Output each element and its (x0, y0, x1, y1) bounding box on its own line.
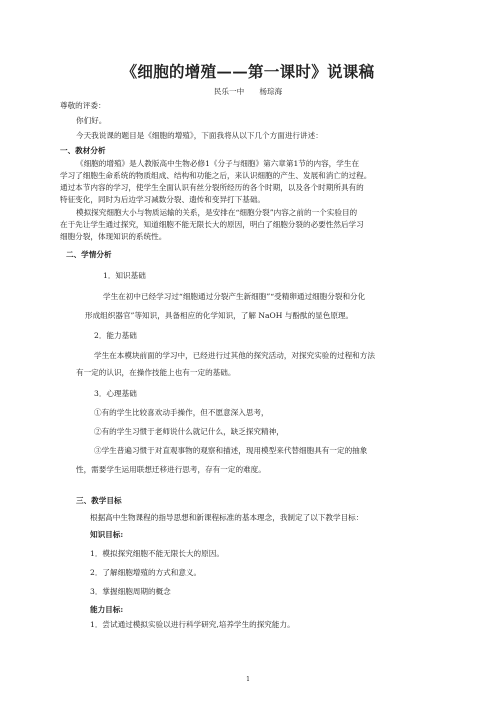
list-item-continued: 性，需要学生运用联想迁移进行思考，存有一定的难度。 (76, 465, 266, 474)
section-1-heading: 一、教材分析 (60, 146, 106, 155)
list-item: ③学生普遍习惯于对直观事物的观察和描述，现用模型来代替细胞具有一定的抽象 (94, 446, 368, 455)
list-item: ①有的学生比较喜欢动手操作，但不愿意深入思考， (94, 408, 269, 417)
paragraph-line: 细胞分裂，体现知识的系统性。 (60, 232, 167, 241)
section-2-heading: 二、学情分析 (66, 250, 112, 259)
paragraph-line: 特征变化，同时为后边学习减数分裂、遗传和变异打下基础。 (60, 195, 266, 204)
paragraph-line: 《细胞的增殖》是人教版高中生物必修1《分子与细胞》第六章第1节的内容，学生在 (76, 159, 360, 168)
hello-line: 你们好。 (76, 116, 107, 125)
paragraph-line: 根据高中生物课程的指导思想和新课程标准的基本理念，我制定了以下教学目标： (90, 513, 364, 522)
author-byline: 民乐一中 杨琮海 (213, 87, 283, 96)
paragraph-line: 有一定的认识，在操作技能上也有一定的基础。 (76, 368, 236, 377)
list-item: 1．模拟探究细胞不能无限长大的原因。 (90, 549, 224, 558)
paragraph-line: 学习了细胞生命系统的物质组成、结构和功能之后，来认识细胞的产生、发展和消亡的过程。 (60, 171, 372, 180)
paragraph-line: 在于先让学生通过探究，知道细胞不能无限长大的原因，明白了细胞分裂的必要性然后学习 (60, 220, 364, 229)
subsection-label: 2．能力基础 (94, 331, 137, 340)
page-title: 《细胞的增殖——第一课时》说课稿 (121, 62, 375, 81)
list-item: ②有的学生习惯于老师说什么就记什么，缺乏探究精神， (94, 427, 284, 436)
paragraph-line: 形成组织器官”等知识，具备相应的化学知识，了解 NaOH 与酚酞的显色原理。 (85, 311, 354, 320)
subsection-label: 1．知识基础 (103, 271, 146, 280)
list-item: 1．尝试通过模拟实验以进行科学研究,培养学生的探究能力。 (90, 620, 295, 629)
paragraph-line: 通过本节内容的学习，使学生全面认识有丝分裂所经历的各个时期，以及各个时期所具有的 (60, 183, 364, 192)
list-item: 2．了解细胞增殖的方式和意义。 (90, 568, 202, 577)
objective-label-knowledge: 知识目标: (90, 530, 124, 539)
paragraph-line: 学生在本模块前面的学习中，已经进行过其他的探究活动，对探究实验的过程和方法 (94, 351, 375, 360)
paragraph-line: 学生在初中已经学习过“细胞通过分裂产生新细胞”“受精卵通过细胞分裂和分化 (103, 292, 366, 301)
intro-line: 今天我说课的题目是《细胞的增殖》，下面我将从以下几个方面进行讲述： (76, 131, 323, 140)
subsection-label: 3．心理基础 (94, 389, 137, 398)
objective-label-ability: 能力目标: (90, 605, 124, 614)
greeting: 尊敬的评委： (60, 101, 106, 110)
list-item: 3．掌握细胞周期的概念 (90, 587, 171, 596)
paragraph-line: 模拟探究细胞大小与物质运输的关系，是安排在“细胞分裂”内容之前的一个实验目的 (76, 208, 358, 217)
section-3-heading: 三、教学目标 (76, 496, 122, 505)
page-number: 1 (246, 676, 250, 683)
